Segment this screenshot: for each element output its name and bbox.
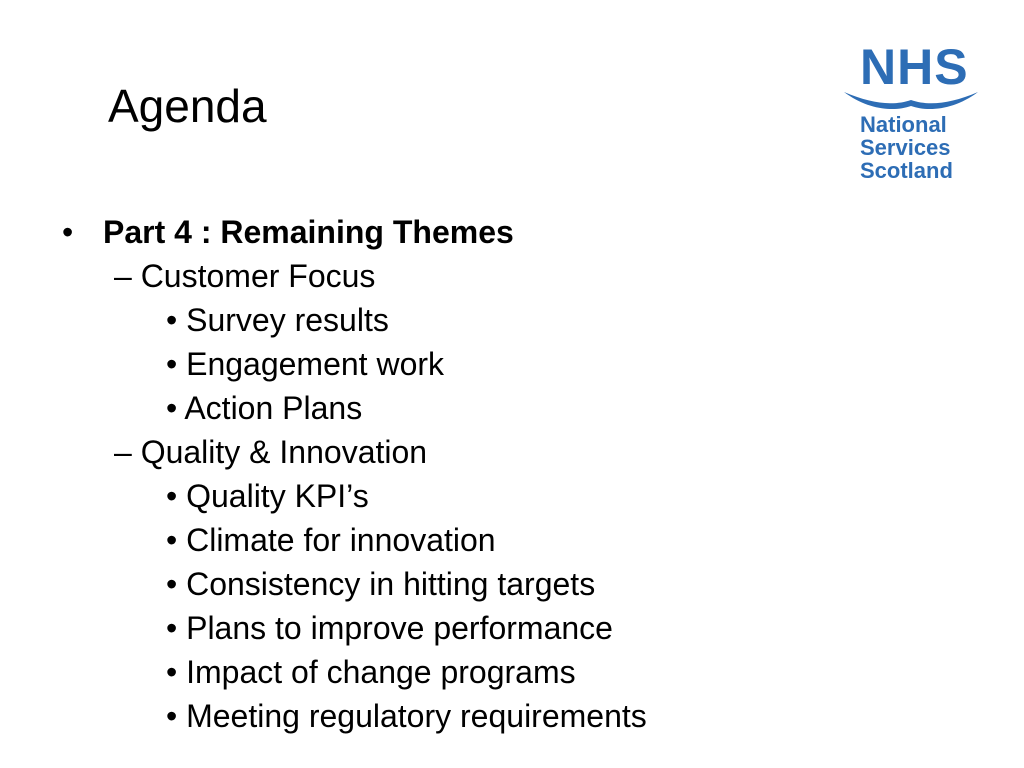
list-item: • Action Plans xyxy=(166,390,363,426)
list-item: • Engagement work xyxy=(166,346,445,382)
logo-swoosh-icon xyxy=(842,86,980,112)
nhs-logo xyxy=(840,39,980,187)
list-item: • Quality KPI’s xyxy=(166,478,369,514)
section-customer-focus: – Customer Focus xyxy=(114,258,376,294)
bullet-marker: • xyxy=(62,214,74,250)
list-item: • Meeting regulatory requirements xyxy=(166,698,647,734)
section-quality-innovation: – Quality & Innovation xyxy=(114,434,428,470)
slide-title: Agenda xyxy=(108,80,267,132)
logo-line-scotland: Scotland xyxy=(860,158,953,183)
list-item: • Survey results xyxy=(166,302,389,338)
list-item: • Climate for innovation xyxy=(166,522,496,558)
list-item: • Plans to improve performance xyxy=(166,610,613,646)
logo-nhs-text: NHS xyxy=(860,39,969,95)
agenda-part-label: Part 4 : Remaining Themes xyxy=(103,214,514,250)
list-item: • Consistency in hitting targets xyxy=(166,566,596,602)
logo-line-services: Services xyxy=(860,135,951,160)
logo-line-national: National xyxy=(860,112,947,137)
list-item: • Impact of change programs xyxy=(166,654,576,690)
